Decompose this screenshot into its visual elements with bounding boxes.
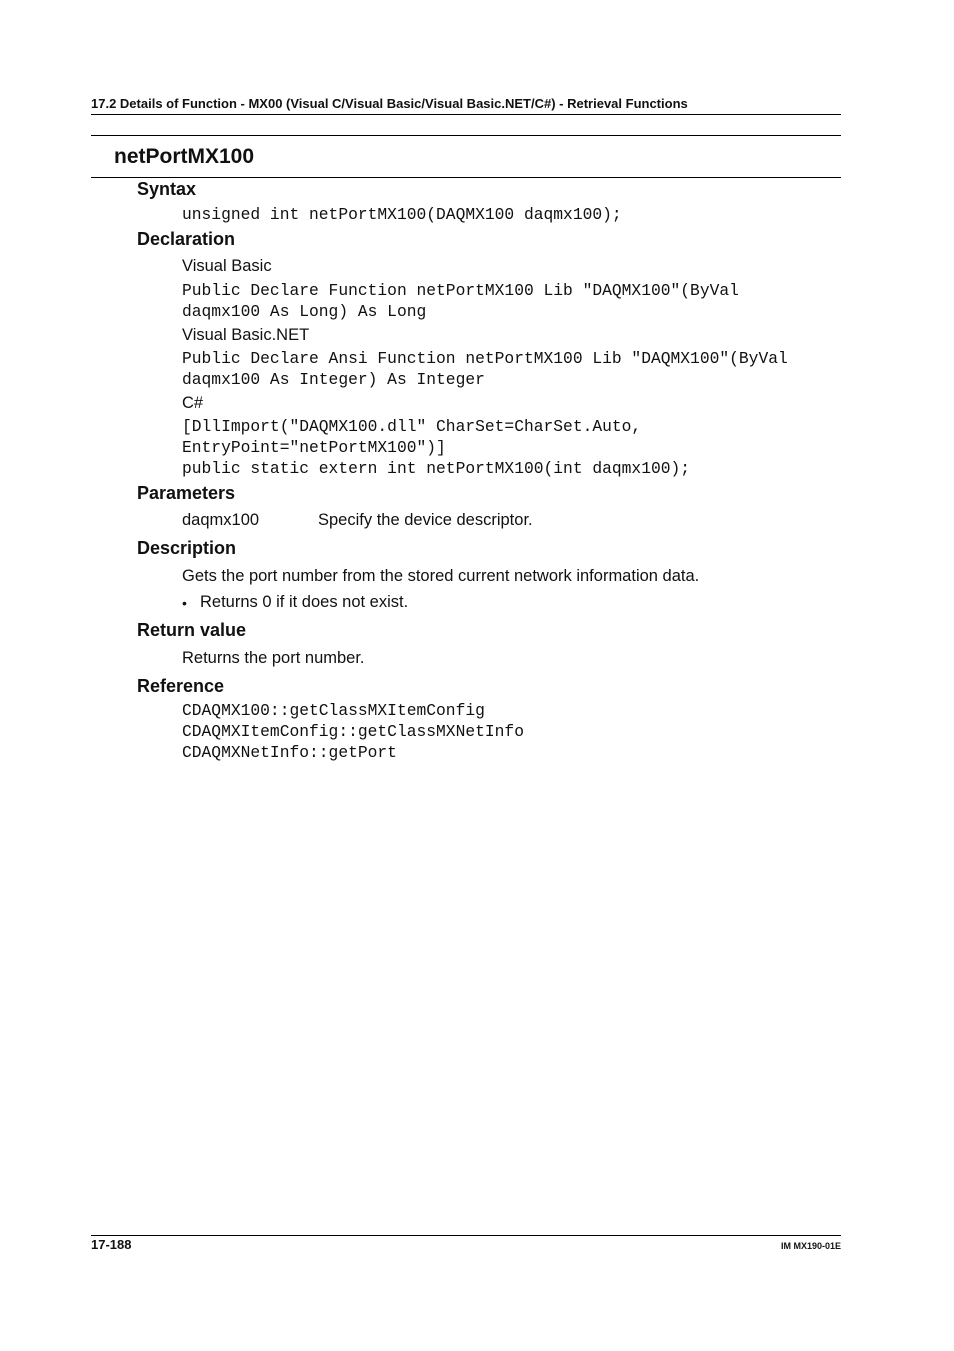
vbnet-code-line: daqmx100 As Integer) As Integer xyxy=(182,370,485,389)
vb-code-line: Public Declare Function netPortMX100 Lib "DAQMX100"(ByVal xyxy=(182,281,739,300)
return-value-heading: Return value xyxy=(137,620,247,640)
header-rule xyxy=(91,114,841,115)
description-text: Gets the port number from the stored current network information data. xyxy=(182,567,700,585)
cs-code-line: EntryPoint="netPortMX100")] xyxy=(182,438,446,457)
vb-label: Visual Basic xyxy=(182,257,272,275)
title-bottom-rule xyxy=(91,177,841,178)
running-header: 17.2 Details of Function - MX00 (Visual C/Visual Basic/Visual Basic.NET/C#) - Retrieval Functions xyxy=(91,96,688,111)
syntax-heading: Syntax xyxy=(137,179,197,199)
bullet-icon: • xyxy=(182,595,187,611)
description-heading: Description xyxy=(137,538,237,558)
vb-code-line: daqmx100 As Long) As Long xyxy=(182,302,427,321)
cs-code-line: [DllImport("DAQMX100.dll" CharSet=CharSet.Auto, xyxy=(182,417,642,436)
footer-rule xyxy=(91,1235,841,1236)
vbnet-code-line: Public Declare Ansi Function netPortMX100 Lib "DAQMX100"(ByVal xyxy=(182,349,788,368)
return-value-text: Returns the port number. xyxy=(182,649,365,667)
parameter-description: Specify the device descriptor. xyxy=(318,511,533,529)
reference-item: CDAQMXItemConfig::getClassMXNetInfo xyxy=(182,722,524,741)
parameter-name: daqmx100 xyxy=(182,511,260,529)
cs-code-line: public static extern int netPortMX100(int daqmx100); xyxy=(182,459,691,478)
syntax-code: unsigned int netPortMX100(DAQMX100 daqmx100); xyxy=(182,205,622,224)
page-number: 17-188 xyxy=(91,1237,132,1252)
title-top-rule xyxy=(91,135,841,136)
parameters-heading: Parameters xyxy=(137,483,236,503)
function-title: netPortMX100 xyxy=(114,145,255,168)
document-id: IM MX190-01E xyxy=(780,1241,841,1251)
cs-label: C# xyxy=(182,394,204,412)
declaration-heading: Declaration xyxy=(137,229,236,249)
reference-item: CDAQMXNetInfo::getPort xyxy=(182,743,397,762)
reference-item: CDAQMX100::getClassMXItemConfig xyxy=(182,701,485,720)
vbnet-label: Visual Basic.NET xyxy=(182,326,310,344)
reference-heading: Reference xyxy=(137,676,225,696)
bullet-item: Returns 0 if it does not exist. xyxy=(200,593,409,611)
